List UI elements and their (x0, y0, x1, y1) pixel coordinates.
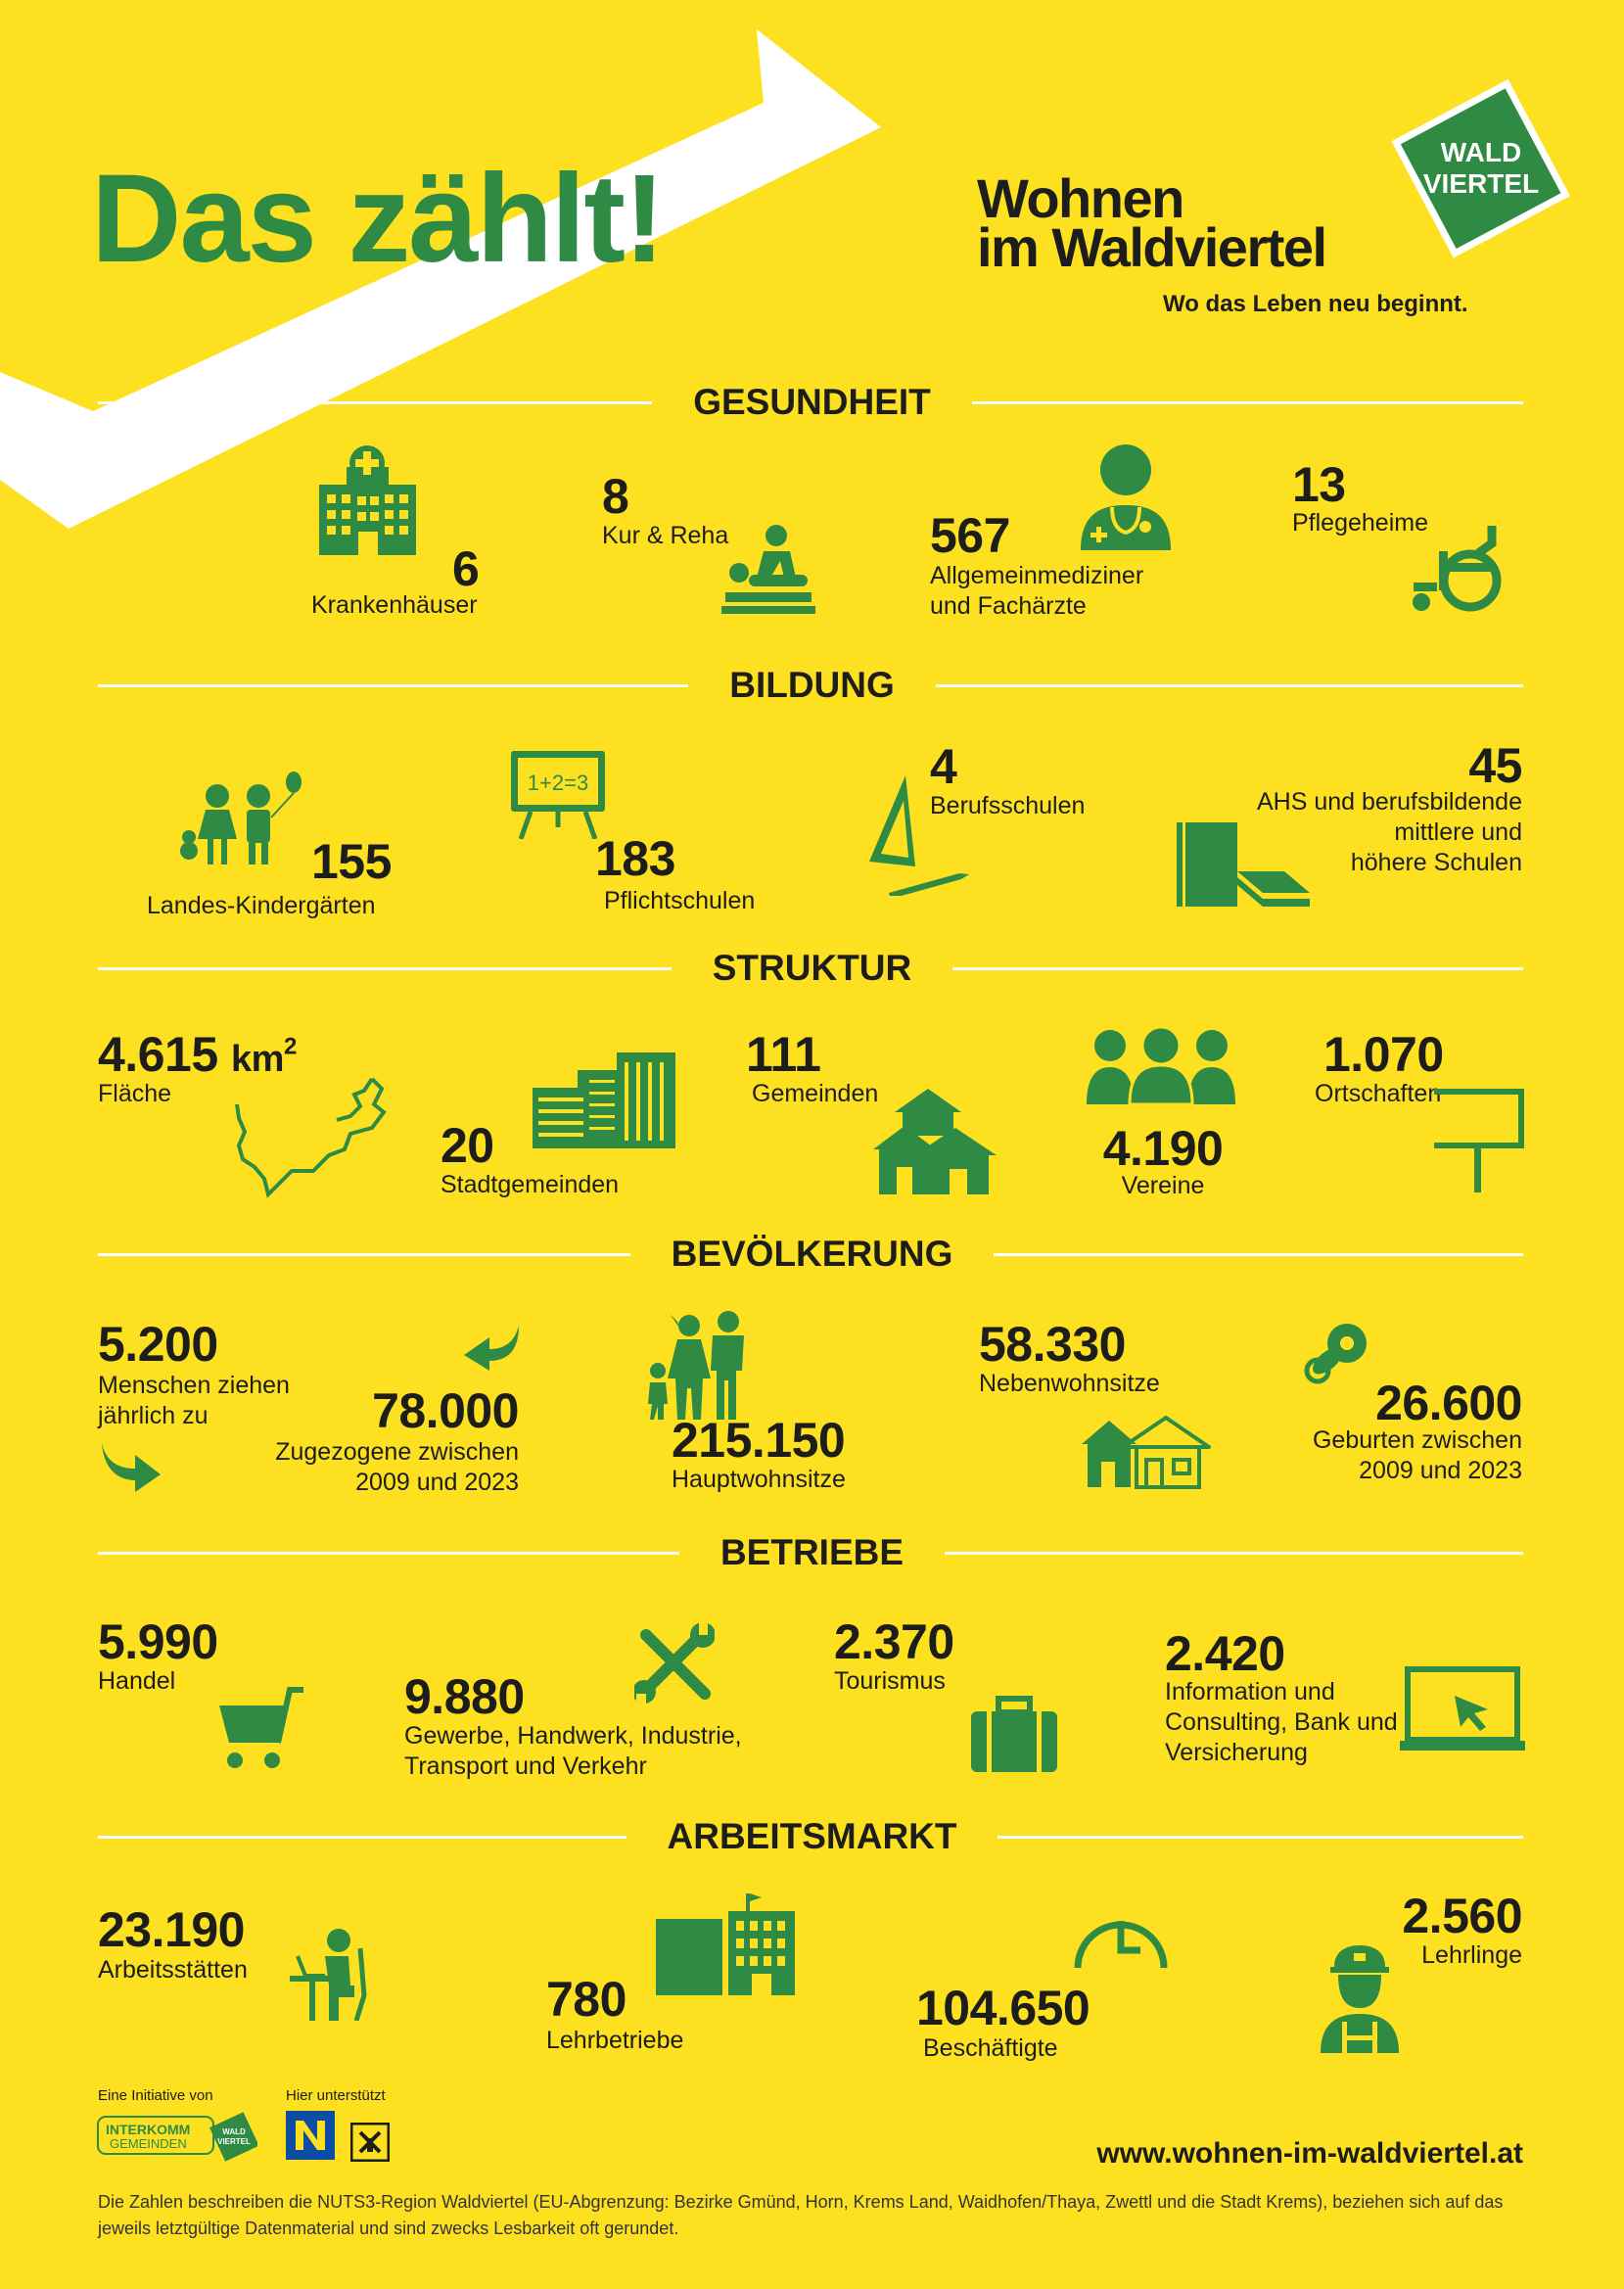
area-value: 4.615 $km^2$ (98, 1027, 297, 1082)
doctors-label-1: Allgemeinmediziner (930, 562, 1144, 589)
interkomm-logo (96, 2111, 257, 2162)
apprentice-icon (1317, 1943, 1403, 2053)
main-residence-value: 215.150 (672, 1413, 846, 1468)
hospitals-label: Krankenhäuser (311, 591, 478, 619)
main-residence-label: Hauptwohnsitze (672, 1466, 846, 1493)
houses-icon (871, 1087, 997, 1196)
employed-label: Beschäftigte (923, 2034, 1058, 2062)
arrow-in-icon (98, 1441, 162, 1492)
section-heading-business: BETRIEBE (0, 1534, 1624, 1570)
section-heading-labour: ARBEITSMARKT (0, 1818, 1624, 1854)
region-map-icon (235, 1077, 392, 1199)
higher-schools-label-3: höhere Schulen (1350, 849, 1522, 876)
website-url[interactable]: www.wohnen-im-waldviertel.at (1096, 2137, 1523, 2170)
tourism-value: 2.370 (834, 1614, 954, 1669)
two-houses-icon (1082, 1415, 1214, 1489)
hospital-icon (311, 445, 424, 555)
city-buildings-icon (531, 1051, 677, 1148)
industry-label-1: Gewerbe, Handwerk, Industrie, (404, 1722, 742, 1750)
mini-badge-text-2: VIERTEL (217, 2137, 251, 2146)
schools-value: 183 (595, 831, 675, 886)
spa-label: Kur & Reha (602, 522, 729, 549)
logo-line-2: im Waldviertel (977, 216, 1326, 278)
localities-label: Ortschaften (1315, 1080, 1442, 1107)
info-label-1: Information und (1165, 1678, 1335, 1705)
set-square-icon (861, 773, 969, 896)
secondary-residence-value: 58.330 (979, 1317, 1126, 1372)
blackboard-text: 1+2=3 (527, 771, 589, 795)
tools-icon (634, 1623, 715, 1704)
mini-badge-text-1: WALD (222, 2127, 246, 2136)
towns-value: 20 (441, 1118, 494, 1173)
municipalities-label: Gemeinden (752, 1080, 879, 1107)
footnote: Die Zahlen beschreiben die NUTS3-Region Waldviertel (EU-Abgrenzung: Bezirke Gmünd, Horn, Krems Land, Waidhofen/Thaya, Zwettl und die Stadt Krems), beziehen sich auf das jeweils letztgültige Datenmaterial und sind zwecks Lesbarkeit oft gerundet. (98, 2192, 1504, 2238)
area-unit-sup: 2 (283, 1033, 297, 1060)
slogan: Wo das Leben neu beginnt. (1163, 291, 1468, 317)
doctors-value: 567 (930, 508, 1010, 563)
trade-value: 5.990 (98, 1614, 218, 1669)
lower-austria-logo (286, 2111, 335, 2160)
higher-schools-label-1: AHS und berufsbildende (1256, 788, 1522, 816)
municipalities-value: 111 (746, 1027, 821, 1082)
births-label-1: Geburten zwischen (1312, 1426, 1522, 1454)
care-value: 13 (1292, 457, 1346, 512)
localities-value: 1.070 (1323, 1027, 1444, 1082)
clubs-value: 4.190 (1102, 1121, 1224, 1176)
industry-label-2: Transport und Verkehr (404, 1752, 647, 1780)
spa-value: 8 (602, 469, 629, 524)
tourism-label: Tourismus (834, 1667, 946, 1695)
waldviertel-badge (1380, 69, 1581, 269)
apprentices-value: 2.560 (1402, 1889, 1522, 1943)
badge-line-1: WALD (1440, 137, 1522, 167)
section-heading-structure: STRUKTUR (0, 950, 1624, 986)
area-unit: km (231, 1039, 284, 1080)
children-icon (176, 769, 303, 866)
clubs-label: Vereine (1121, 1172, 1205, 1199)
info-label-2: Consulting, Bank und (1165, 1708, 1398, 1736)
badge-line-2: VIERTEL (1422, 168, 1540, 199)
employed-value: 104.650 (916, 1981, 1090, 2035)
care-label: Pflegeheime (1292, 509, 1428, 537)
apprentices-label: Lehrlinge (1421, 1941, 1522, 1969)
shopping-cart-icon (217, 1686, 305, 1770)
incoming-value: 78.000 (372, 1383, 519, 1438)
kindergarten-label: Landes-Kindergärten (147, 892, 376, 919)
office-worker-icon (290, 1927, 378, 2021)
info-value: 2.420 (1165, 1626, 1285, 1681)
arrow-return-icon (462, 1324, 523, 1371)
secondary-residence-label: Nebenwohnsitze (979, 1370, 1160, 1397)
interkomm-text-2: GEMEINDEN (110, 2136, 187, 2151)
books-icon (1175, 820, 1312, 909)
workplaces-label: Arbeitsstätten (98, 1956, 248, 1984)
laptop-icon (1400, 1666, 1525, 1752)
trade-label: Handel (98, 1667, 176, 1695)
incoming-label-1: Zugezogene zwischen (275, 1438, 519, 1466)
industry-value: 9.880 (404, 1669, 525, 1724)
wheelchair-icon (1410, 524, 1512, 614)
initiative-caption: Eine Initiative von (98, 2087, 213, 2104)
supported-caption: Hier unterstützt (286, 2087, 386, 2104)
births-label-2: 2009 und 2023 (1359, 1457, 1522, 1484)
doctor-icon (1077, 443, 1175, 550)
page-title: Das zählt! (91, 149, 664, 289)
clock-icon (1072, 1901, 1170, 1970)
section-heading-education: BILDUNG (0, 667, 1624, 703)
family-icon (646, 1310, 746, 1420)
training-companies-label: Lehrbetriebe (546, 2027, 684, 2054)
info-label-3: Versicherung (1165, 1739, 1308, 1766)
schools-label: Pflichtschulen (604, 887, 756, 914)
movers-label-1: Menschen ziehen (98, 1372, 290, 1399)
interkomm-text-1: INTERKOMM (106, 2122, 191, 2137)
higher-schools-label-2: mittlere und (1394, 818, 1522, 846)
massage-icon (719, 524, 817, 617)
raiffeisen-logo (350, 2123, 390, 2162)
incoming-label-2: 2009 und 2023 (355, 1469, 519, 1496)
people-group-icon (1087, 1028, 1235, 1104)
kindergarten-value: 155 (311, 834, 392, 889)
training-companies-value: 780 (546, 1972, 626, 2027)
hospitals-value: 6 (452, 541, 480, 596)
pacifier-icon (1302, 1322, 1372, 1384)
higher-schools-value: 45 (1468, 738, 1522, 793)
town-sign-icon (1431, 1089, 1525, 1192)
movers-value: 5.200 (98, 1317, 218, 1372)
doctors-label-2: und Fachärzte (930, 592, 1087, 620)
workplaces-value: 23.190 (98, 1902, 245, 1957)
towns-label: Stadtgemeinden (441, 1171, 620, 1198)
blackboard-icon (509, 749, 607, 839)
movers-label-2: jährlich zu (98, 1402, 209, 1429)
section-heading-health: GESUNDHEIT (0, 384, 1624, 420)
section-heading-population: BEVÖLKERUNG (0, 1236, 1624, 1272)
factory-icon (654, 1892, 797, 1995)
births-value: 26.600 (1375, 1376, 1522, 1430)
vocational-value: 4 (930, 739, 957, 794)
logo-line-1: Wohnen (977, 167, 1183, 229)
suitcase-icon (969, 1696, 1059, 1772)
area-label: Fläche (98, 1080, 172, 1107)
vocational-label: Berufsschulen (930, 792, 1086, 819)
